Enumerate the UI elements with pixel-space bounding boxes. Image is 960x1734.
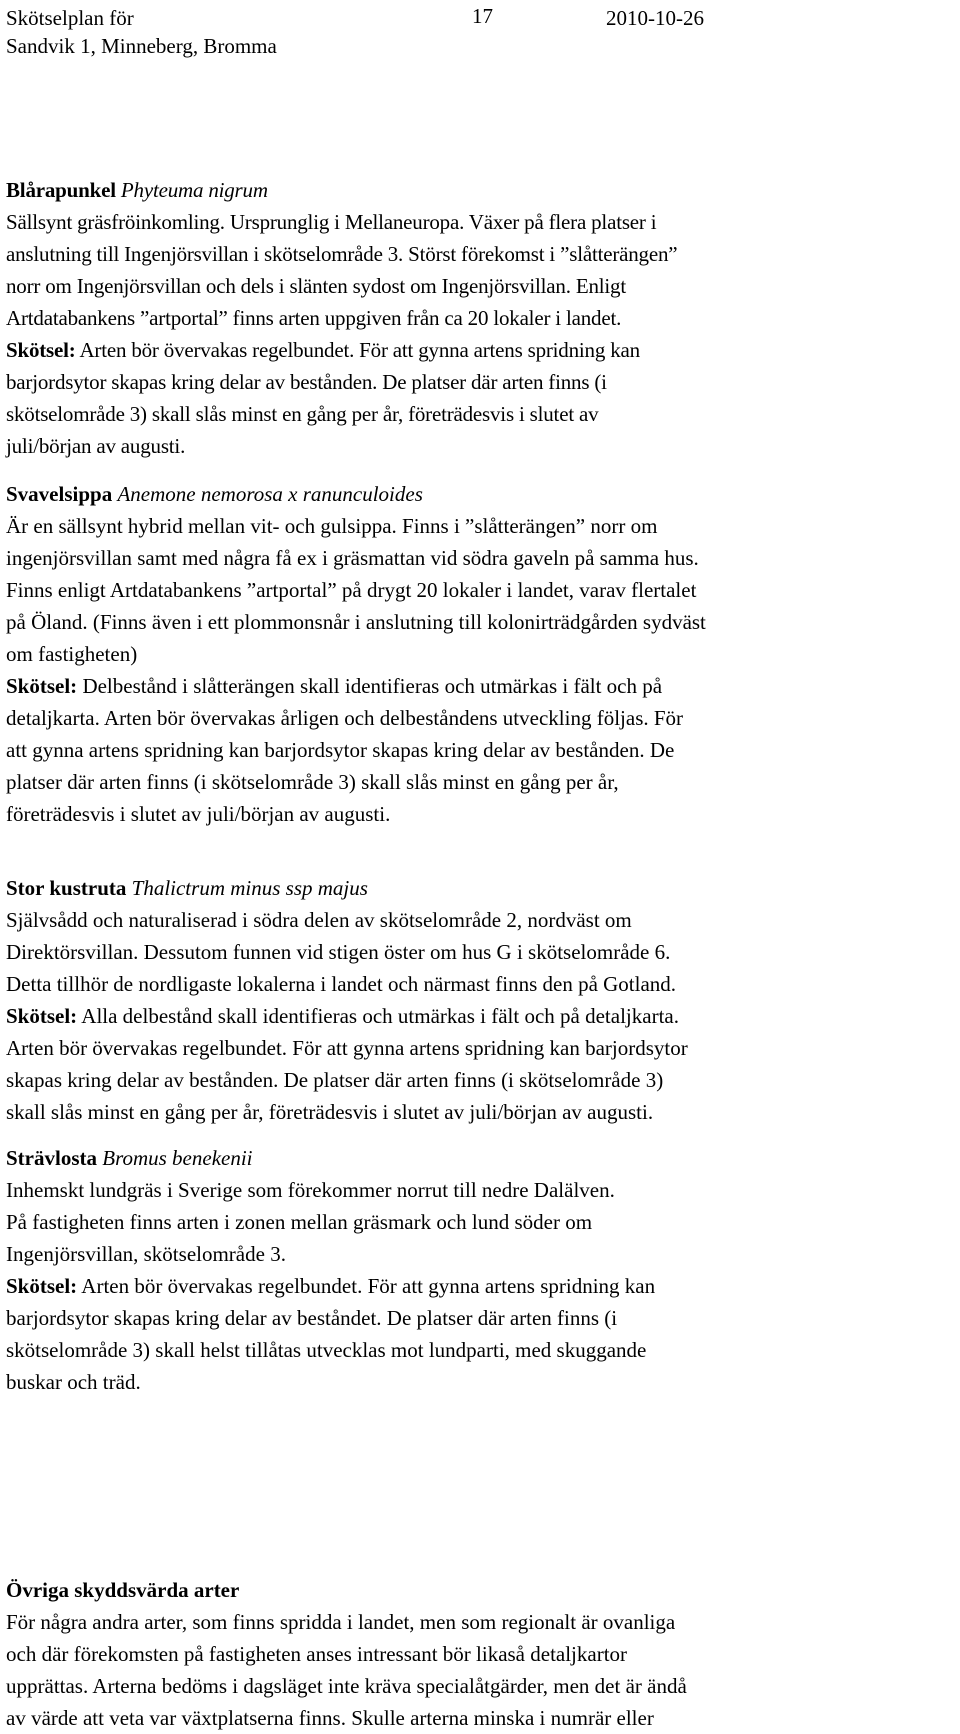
care-text: Arten bör övervakas regelbundet. För att gynna artens spridning kan <box>75 338 640 362</box>
species-section-stravlosta <box>6 1142 956 1398</box>
title-line-2: Sandvik 1, Minneberg, Bromma <box>6 34 277 58</box>
body-line: På fastigheten finns arten i zonen mellan gräsmark och lund söder om <box>6 1210 593 1234</box>
document-date: 2010-10-26 <box>606 6 704 30</box>
species-common-name: Stor kustruta <box>6 876 127 900</box>
body-line: Är en sällsynt hybrid mellan vit- och gulsippa. Finns i ”slåtterängen” norr om <box>6 514 658 538</box>
care-text: Alla delbestånd skall identifieras och utmärkas i fält och på detaljkarta. <box>77 1004 679 1028</box>
care-line: juli/början av augusti. <box>6 434 186 458</box>
care-line: företrädesvis i slutet av juli/början av augusti. <box>6 802 391 826</box>
section-heading: Övriga skyddsvärda arter <box>6 1578 240 1602</box>
care-line: skapas kring delar av bestånden. De platser där arten finns (i skötselområde 3) <box>6 1068 664 1092</box>
care-text: Delbestånd i slåtterängen skall identifieras och utmärkas i fält och på <box>77 674 663 698</box>
species-heading <box>6 174 956 206</box>
care-line <box>6 334 956 366</box>
care-line: skötselområde 3) skall helst tillåtas utvecklas mot lundparti, med skuggande <box>6 1338 647 1362</box>
species-heading <box>6 478 956 510</box>
species-latin-name: Thalictrum minus ssp majus <box>131 876 368 900</box>
body-line: om fastigheten) <box>6 642 138 666</box>
care-line <box>6 1000 956 1032</box>
body-line: Sällsynt gräsfröinkomling. Ursprunglig i Mellaneuropa. Växer på flera platser i <box>6 210 657 234</box>
care-line <box>6 670 956 702</box>
body-line: Direktörsvillan. Dessutom funnen vid stigen öster om hus G i skötselområde 6. <box>6 940 671 964</box>
species-common-name: Blårapunkel <box>6 178 116 202</box>
care-line <box>6 1270 956 1302</box>
body-line: ingenjörsvillan samt med några få ex i gräsmattan vid södra gaveln på samma hus. <box>6 546 699 570</box>
species-latin-name: Bromus benekenii <box>102 1146 253 1170</box>
species-section-stor-kustruta <box>6 872 956 1128</box>
care-line: barjordsytor skapas kring delar av bestånden. De platser där arten finns (i <box>6 370 607 394</box>
care-line: att gynna artens spridning kan barjordsytor skapas kring delar av bestånden. De <box>6 738 675 762</box>
body-line: Självsådd och naturaliserad i södra delen av skötselområde 2, nordväst om <box>6 908 632 932</box>
body-line: på Öland. (Finns även i ett plommonsnår i anslutning till kolonirträdgården sydväst <box>6 610 706 634</box>
body-line: Ingenjörsvillan, skötselområde 3. <box>6 1242 286 1266</box>
document-title <box>6 4 277 60</box>
species-latin-name: Anemone nemorosa x ranunculoides <box>117 482 423 506</box>
care-text: Arten bör övervakas regelbundet. För att gynna artens spridning kan <box>77 1274 656 1298</box>
body-line: Inhemskt lundgräs i Sverige som förekommer norrut till nedre Dalälven. <box>6 1178 615 1202</box>
care-line: skall slås minst en gång per år, företrädesvis i slutet av juli/början av augusti. <box>6 1100 654 1124</box>
body-line: norr om Ingenjörsvillan och dels i slänten sydost om Ingenjörsvillan. Enligt <box>6 274 626 298</box>
care-label: Skötsel: <box>6 674 78 698</box>
care-line: detaljkarta. Arten bör övervakas årligen och delbeståndens utveckling följas. För <box>6 706 684 730</box>
care-label: Skötsel: <box>6 338 76 362</box>
species-latin-name: Phyteuma nigrum <box>120 178 268 202</box>
care-label: Skötsel: <box>6 1274 78 1298</box>
body-line: anslutning till Ingenjörsvillan i skötselområde 3. Störst förekomst i ”slåtterängen” <box>6 242 678 266</box>
body-line: och där förekomsten på fastigheten anses intressant bör likaså detaljkartor <box>6 1642 628 1666</box>
species-common-name: Svavelsippa <box>6 482 113 506</box>
care-line: skötselområde 3) skall slås minst en gång per år, företrädesvis i slutet av <box>6 402 599 426</box>
title-line-1: Skötselplan för <box>6 6 134 30</box>
body-line: Detta tillhör de nordligaste lokalerna i landet och närmast finns den på Gotland. <box>6 972 677 996</box>
other-species-section <box>6 1574 956 1734</box>
care-line: buskar och träd. <box>6 1370 141 1394</box>
species-section-blarapunkel <box>6 174 956 462</box>
species-common-name: Strävlosta <box>6 1146 97 1170</box>
species-heading <box>6 1142 956 1174</box>
body-line: Finns enligt Artdatabankens ”artportal” på drygt 20 lokaler i landet, varav flertalet <box>6 578 697 602</box>
body-line: upprättas. Arterna bedöms i dagsläget inte kräva specialåtgärder, men det är ändå <box>6 1674 687 1698</box>
body-line: Artdatabankens ”artportal” finns arten uppgiven från ca 20 lokaler i landet. <box>6 306 622 330</box>
page-number: 17 <box>472 4 493 28</box>
care-line: Arten bör övervakas regelbundet. För att gynna artens spridning kan barjordsytor <box>6 1036 688 1060</box>
body-line: av värde att veta var växtplatserna finns. Skulle arterna minska i numrär eller <box>6 1706 654 1730</box>
species-heading <box>6 872 956 904</box>
species-section-svavelsippa <box>6 478 956 830</box>
body-line: För några andra arter, som finns spridda i landet, men som regionalt är ovanliga <box>6 1610 676 1634</box>
care-label: Skötsel: <box>6 1004 78 1028</box>
care-line: barjordsytor skapas kring delar av beståndet. De platser där arten finns (i <box>6 1306 618 1330</box>
care-line: platser där arten finns (i skötselområde 3) skall slås minst en gång per år, <box>6 770 619 794</box>
